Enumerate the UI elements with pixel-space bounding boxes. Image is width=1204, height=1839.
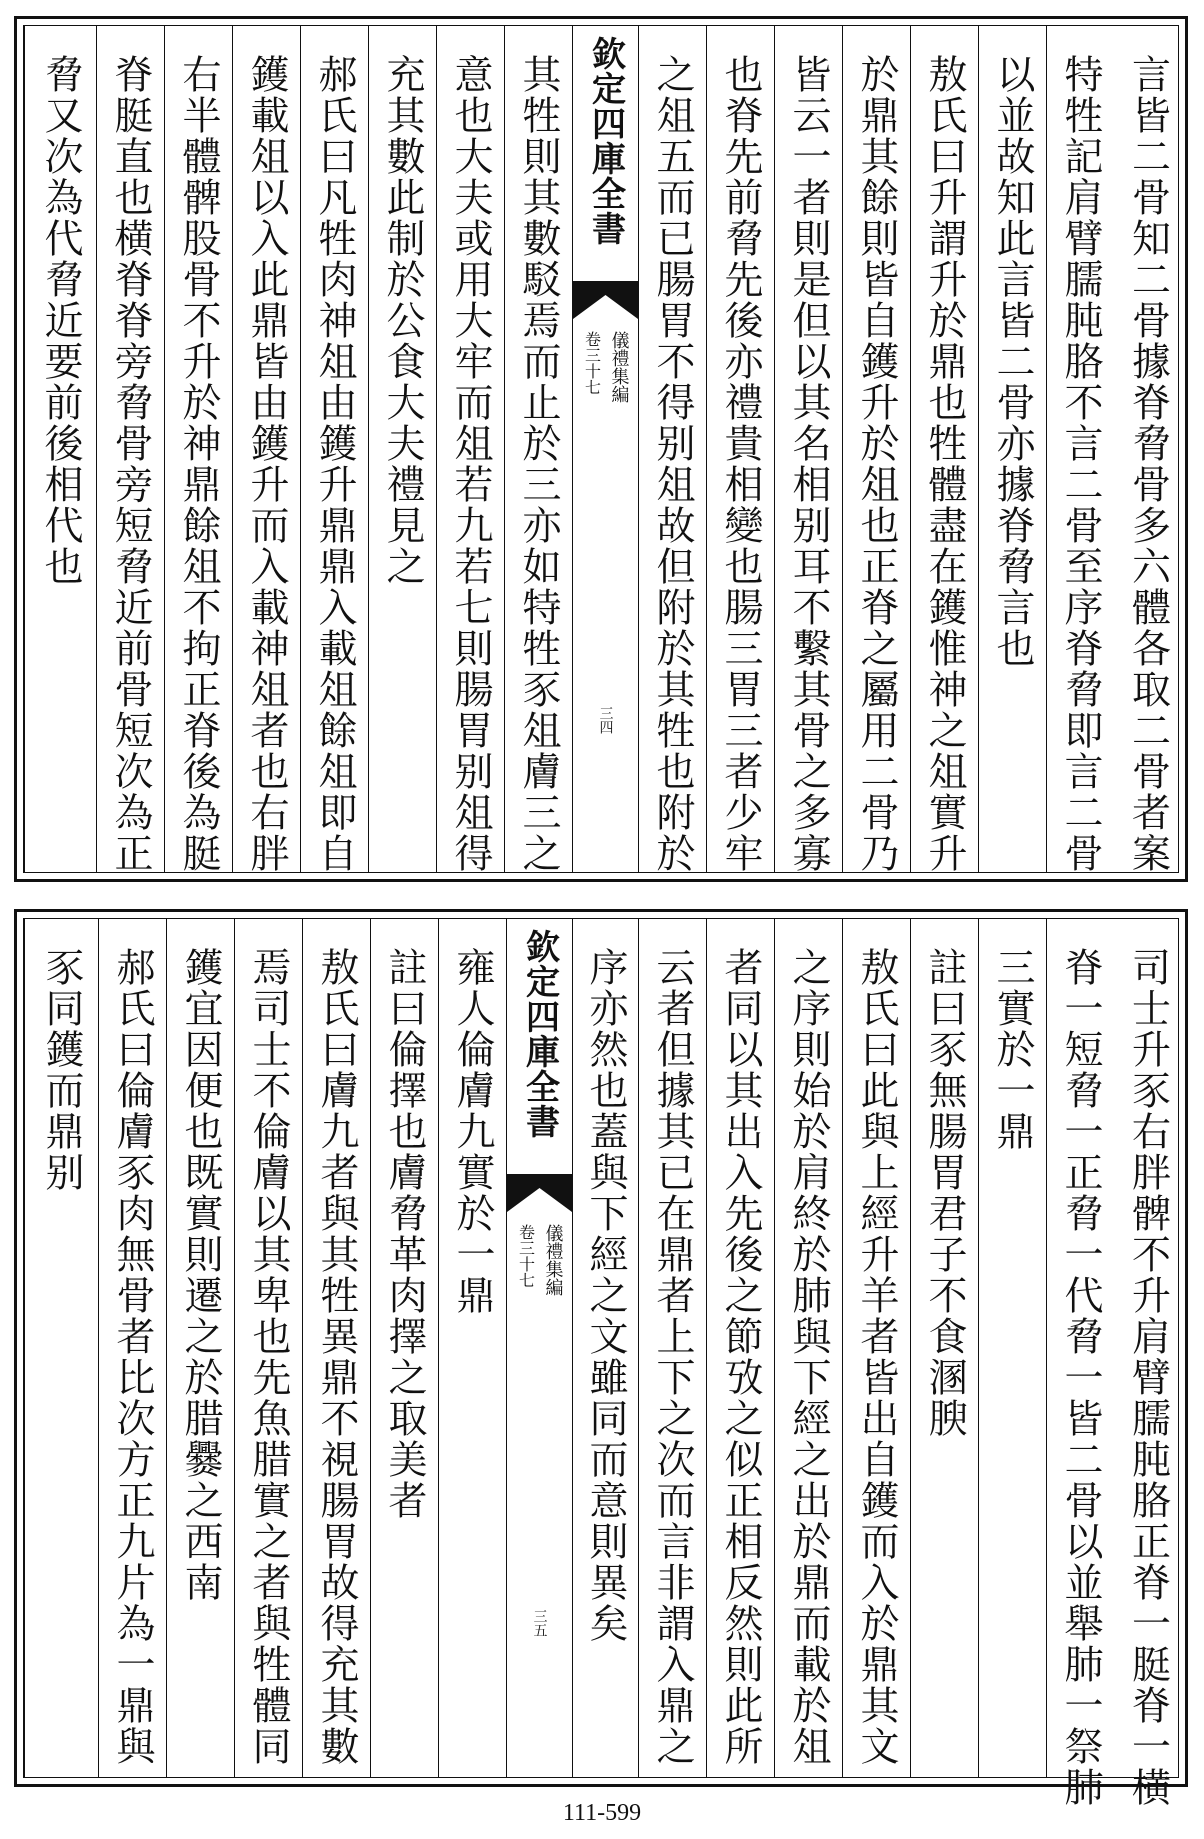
volume-label: 卷三十七 [516,1224,536,1288]
column-text: 鑊宜因便也既實則遷之於腊爨之西南 [178,947,223,1603]
column-text: 意也大夫或用大牢而俎若九若七則腸胃别俎得 [448,54,493,874]
column-text: 其牲則其數駁焉而止於三亦如特牲豕俎膚三之 [516,54,561,874]
bottom-page-frame [23,918,1179,1808]
column-text: 脊一短脅一正脅一代脅一皆二骨以並舉肺一祭肺 [1058,947,1103,1808]
leaf-number: 三四 [597,706,614,734]
text-column [234,919,302,1777]
column-text: 之俎五而已腸胃不得别俎故但附於其牲也附於 [650,54,695,874]
collection-title: 欽定四庫全書 [585,36,626,246]
column-text: 言皆二骨知二骨據脊脅骨多六體各取二骨者案 [1125,54,1171,874]
text-column [572,919,638,1777]
column-text: 皆云一者則是但以其名相别耳不繫其骨之多寡 [786,54,831,874]
column-text: 註曰豕無腸胃君子不食溷腴 [922,947,967,1439]
column-text: 於鼎其餘則皆自鑊升於俎也正脊之屬用二骨乃 [854,54,899,874]
column-text: 者同以其出入先後之節攷之似正相反然則此所 [718,947,763,1767]
text-column [1046,26,1114,872]
text-column [370,919,438,1777]
column-text: 充其數此制於公食大夫禮見之 [380,54,425,587]
column-text: 云者但據其已在鼎者上下之次而言非謂入鼎之 [650,947,695,1767]
column-text: 也脊先前脅先後亦禮貴相變也腸三胃三者少牢 [718,54,763,874]
top-page [14,16,1188,882]
text-column [774,919,842,1777]
text-column [910,919,978,1777]
text-column [300,26,368,872]
column-text: 以並故知此言皆二骨亦據脊脅言也 [990,54,1035,669]
column-text: 右半體髀股骨不升於神鼎餘俎不拘正脊後為脡 [176,54,221,874]
text-column [302,919,370,1777]
column-text: 脊脡直也横脊脊旁脅骨旁短脅近前骨短次為正 [108,54,153,874]
text-column [368,26,436,872]
bottom-page [14,909,1188,1808]
text-column [436,26,504,872]
column-text: 註曰倫擇也膚脅革肉擇之取美者 [382,947,427,1521]
column-text: 序亦然也蓋與下經之文雖同而意則異矣 [583,947,628,1644]
column-text: 郝氏曰凡牲肉神俎由鑊升鼎鼎入載俎餘俎即自 [312,54,357,874]
text-column [706,26,774,872]
text-column [706,919,774,1777]
column-text: 鑊載俎以入此鼎皆由鑊升而入載神俎者也右胖 [244,54,289,874]
column-text: 郝氏曰倫膚豕肉無骨者比次方正九片為一鼎與 [110,947,155,1767]
column-text: 焉司士不倫膚以其卑也先魚腊實之者與牲體同 [246,947,291,1767]
text-column [98,919,166,1777]
column-text: 特牲記肩臂臑肫胳不言二骨至序脊脅即言二骨 [1058,54,1103,874]
collection-title: 欽定四庫全書 [519,929,560,1139]
fish-tail-mark [507,1174,572,1212]
book-title: 儀禮集編 [542,1224,564,1296]
volume-label: 卷三十七 [582,331,602,395]
text-column [24,26,96,872]
center-fold [572,26,638,872]
column-text: 脅又次為代脅近要前後相代也 [38,54,83,587]
text-column [438,919,506,1777]
column-text: 三實於一鼎 [990,947,1035,1152]
text-column [1114,26,1182,872]
column-text: 敖氏曰升謂升於鼎也牲體盡在鑊惟神之俎實升 [922,54,967,874]
text-column [96,26,164,872]
column-text: 敖氏曰此與上經升羊者皆出自鑊而入於鼎其文 [854,947,899,1767]
text-column [978,26,1046,872]
text-column [638,919,706,1777]
column-text: 雍人倫膚九實於一鼎 [450,947,495,1316]
text-column [1046,919,1114,1808]
fish-tail-mark [573,281,638,319]
column-text: 敖氏曰膚九者與其牲異鼎不視腸胃故得充其數 [314,947,359,1767]
text-column [842,26,910,872]
text-column [232,26,300,872]
book-info [582,331,630,471]
column-text: 之序則始於肩終於肺與下經之出於鼎而載於俎 [786,947,831,1767]
text-column [504,26,572,872]
text-column [978,919,1046,1777]
column-text: 豕同鑊而鼎别 [39,947,84,1193]
center-fold [506,919,572,1777]
text-column [1114,919,1182,1808]
text-column [910,26,978,872]
book-info [516,1224,564,1364]
text-column [166,919,234,1777]
text-column [638,26,706,872]
top-page-frame [23,25,1179,873]
book-title: 儀禮集編 [608,331,630,403]
text-column [24,919,98,1777]
text-column [774,26,842,872]
leaf-number: 三五 [531,1609,548,1637]
page-number: 111-599 [562,1800,642,1826]
column-text: 司士升豕右胖髀不升肩臂臑肫胳正脊一脡脊一横 [1125,947,1171,1808]
text-column [842,919,910,1777]
text-column [164,26,232,872]
